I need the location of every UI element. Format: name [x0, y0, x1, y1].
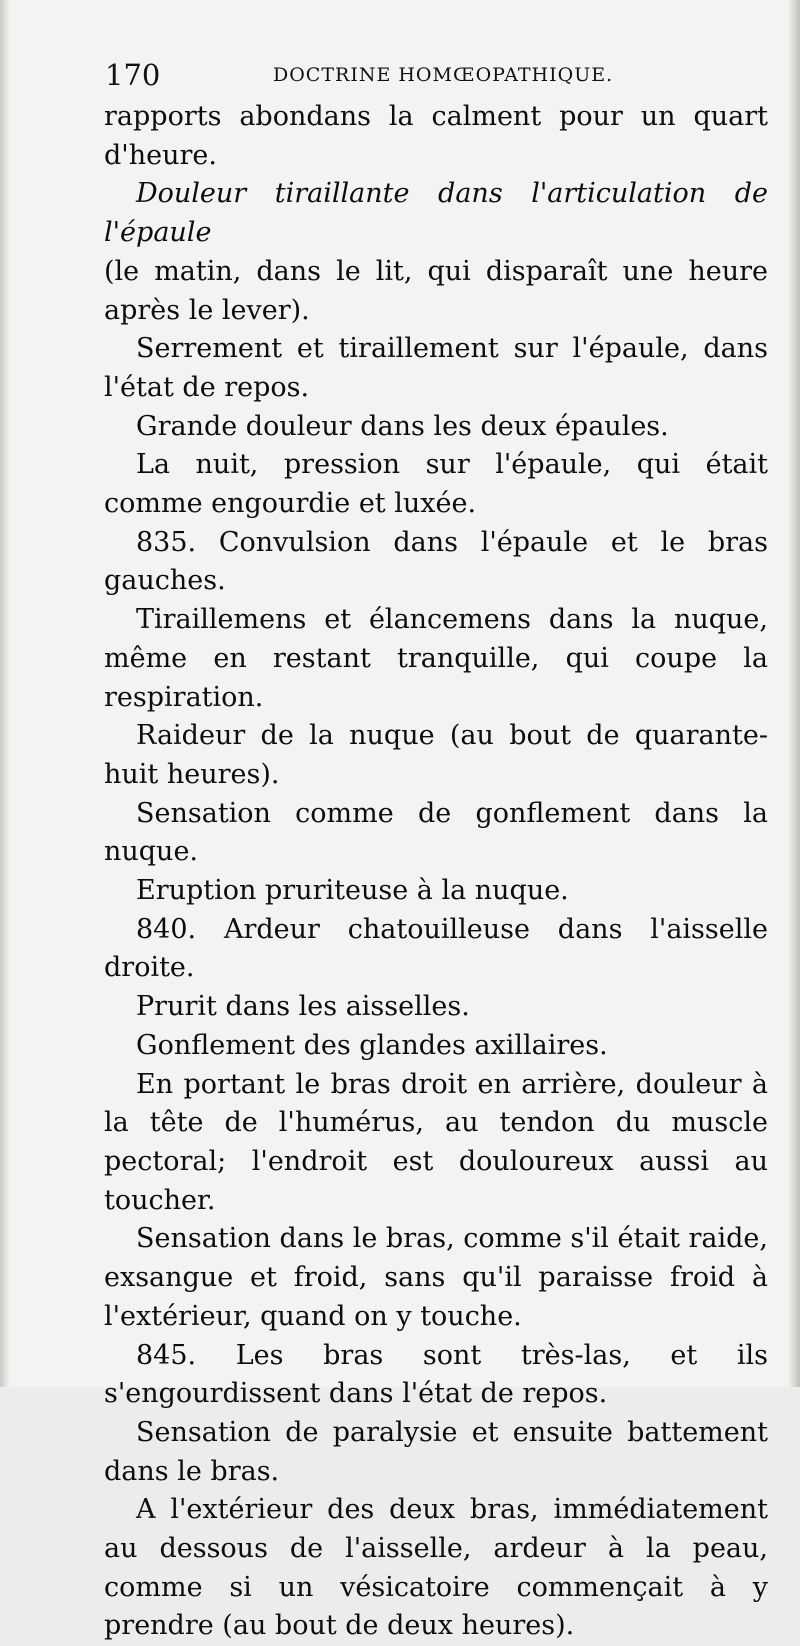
- body-text: [104, 98, 768, 1646]
- paragraph: Raideur de la nuque (au bout de quarante-huit heures).: [104, 720, 768, 790]
- paragraph: Eruption pruriteuse à la nuque.: [136, 875, 569, 907]
- paragraph: 835. Convulsion dans l'épaule et le bras gauches.: [104, 526, 768, 597]
- paragraph: Serrement et tiraillement sur l'épaule, dans l'état de repos.: [104, 333, 768, 403]
- paragraph: Sensation de paralysie et ensuite battement dans le bras.: [104, 1416, 768, 1487]
- paragraph: En portant le bras droit en arrière, douleur à la tête de l'humérus, au tendon du muscle pectoral; l'endroit est douloureux aussi au toucher.: [104, 1068, 768, 1216]
- paragraph: La nuit, pression sur l'épaule, qui était comme engourdie et luxée.: [104, 449, 768, 520]
- paragraph: Grande douleur dans les deux épaules.: [136, 410, 669, 442]
- paragraph: 845. Les bras sont très-las, et ils s'engourdissent dans l'état de repos.: [104, 1339, 768, 1410]
- paragraph: Prurit dans les aisselles.: [136, 991, 470, 1023]
- page-header: [105, 58, 760, 98]
- paragraph: Gonflement des glandes axillaires.: [136, 1029, 608, 1061]
- paragraph: (le matin, dans le lit, qui disparaît une heure après le lever).: [104, 255, 768, 326]
- paragraph: Sensation comme de gonflement dans la nuque.: [104, 797, 768, 868]
- running-title: DOCTRINE HOMŒOPATHIQUE.: [273, 64, 614, 86]
- paragraph: rapports abondans la calment pour un quart d'heure.: [104, 101, 768, 171]
- paragraph: Tiraillemens et élancemens dans la nuque, même en restant tranquille, qui coupe la respiration.: [104, 604, 768, 713]
- paragraph: Sensation dans le bras, comme s'il était raide, exsangue et froid, sans qu'il paraisse froid à l'extérieur, quand on y touche.: [104, 1223, 768, 1332]
- paragraph: 840. Ardeur chatouilleuse dans l'aisselle droite.: [104, 913, 768, 984]
- paragraph: Douleur tiraillante dans l'articulation de l'épaule: [104, 178, 768, 249]
- paragraph: A l'extérieur des deux bras, immédiatement au dessous de l'aisselle, ardeur à la peau, comme si un vésicatoire commençait à y prendre (au bout de deux heures).: [104, 1494, 768, 1642]
- page-number: 170: [105, 58, 161, 92]
